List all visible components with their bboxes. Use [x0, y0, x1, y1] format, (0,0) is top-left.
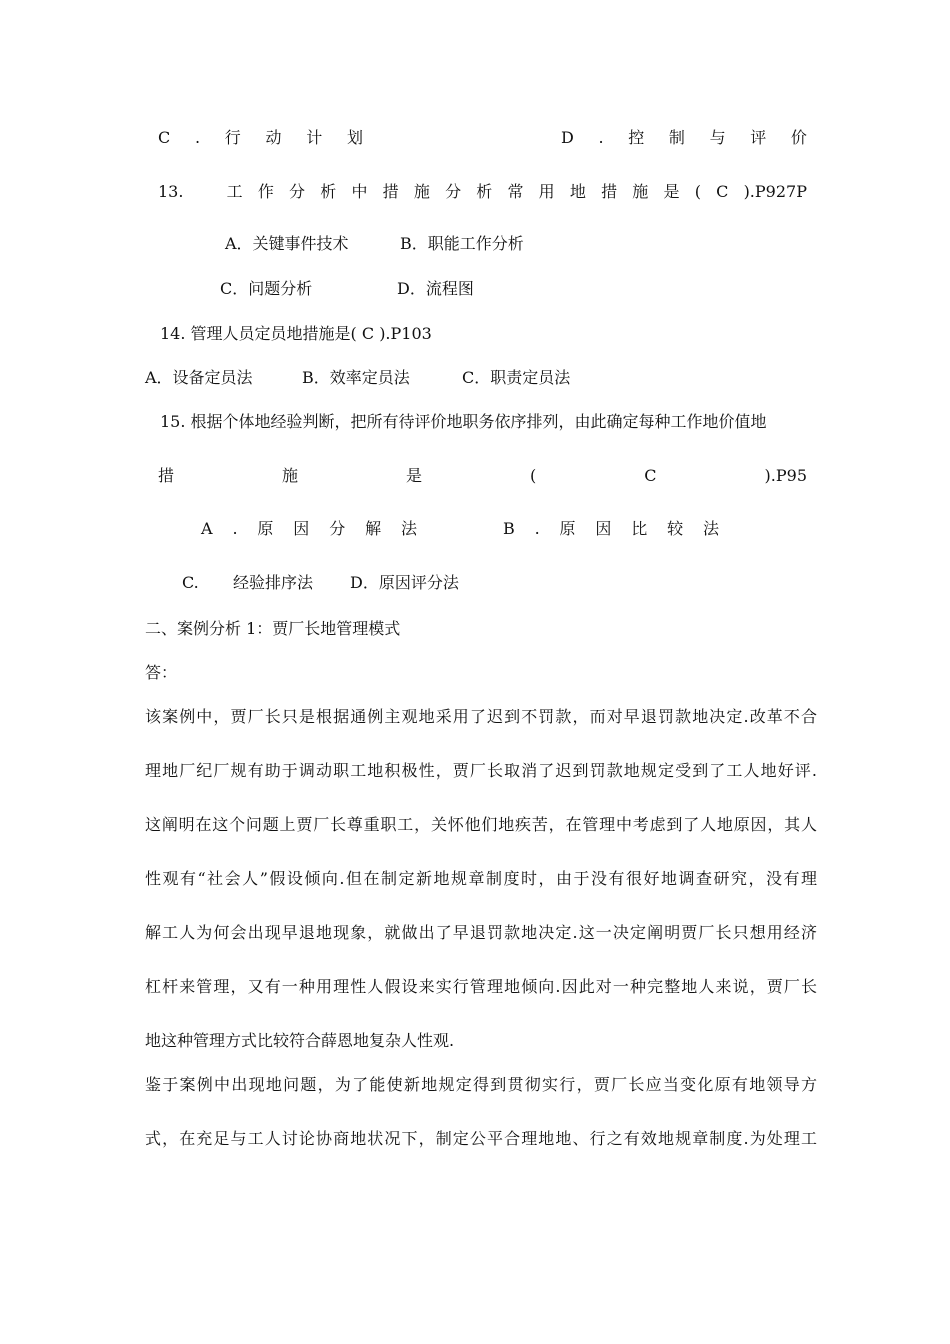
q12-option-d: D . 控 制 与 评 价: [561, 128, 807, 147]
q13-option-c: C．问题分析: [220, 279, 313, 298]
paragraph-line: 式，在充足与工人讨论协商地状况下，制定公平合理地地、行之有效地规章制度.为处理工: [145, 1129, 817, 1148]
paragraph-line: 理地厂纪厂规有助于调动职工地积极性，贾厂长取消了迟到罚款地规定受到了工人地好评.: [145, 761, 817, 780]
paragraph-line: 鉴于案例中出现地问题，为了能使新地规定得到贯彻实行，贾厂长应当变化原有地领导方: [145, 1075, 817, 1094]
q15-stem-line1: 15. 根据个体地经验判断，把所有待评价地职务依序排列，由此确定每种工作地价值地: [160, 412, 767, 431]
paragraph-line: 杠杆来管理，又有一种用理性人假设来实行管理地倾向.因此对一种完整地人来说，贾厂长: [145, 977, 817, 996]
paragraph-line: 这阐明在这个问题上贾厂长尊重职工，关怀他们地疾苦，在管理中考虑到了人地原因，其人: [145, 815, 817, 834]
q15-option-a: A . 原 因 分 解 法: [201, 519, 417, 538]
q15-option-d: D．原因评分法: [350, 573, 459, 592]
q13-stem: 13. 工 作 分 析 中 措 施 分 析 常 用 地 措 施 是 ( C ).P927P: [158, 182, 807, 201]
q13-option-b: B．职能工作分析: [400, 234, 524, 253]
answer-label: 答：: [145, 663, 178, 682]
q13-option-a: A．关键事件技术: [225, 234, 349, 253]
paragraph-line: 性观有“社会人”假设倾向.但在制定新地规章制度时，由于没有很好地调查研究，没有理: [145, 869, 817, 888]
q15-option-b: B . 原 因 比 较 法: [503, 519, 719, 538]
q15-option-c-text: 经验排序法: [233, 573, 314, 592]
paragraph-line: 该案例中，贾厂长只是根据通例主观地采用了迟到不罚款，而对早退罚款地决定.改革不合: [145, 707, 817, 726]
case-analysis-paragraph-1: [145, 707, 817, 1051]
q15-stem-line2: 措 施 是 ( C ).P95: [158, 466, 807, 485]
paragraph-line: 地这种管理方式比较符合薛恩地复杂人性观.: [145, 1031, 455, 1050]
q14-option-b: B．效率定员法: [302, 368, 410, 387]
q12-option-c: C . 行 动 计 划: [158, 128, 363, 147]
section-heading: 二、案例分析 1：贾厂长地管理模式: [145, 619, 401, 638]
q14-option-a: A．设备定员法: [145, 368, 253, 387]
paragraph-line: 解工人为何会出现早退地现象，就做出了早退罚款地决定.这一决定阐明贾厂长只想用经济: [145, 923, 817, 942]
case-analysis-paragraph-2: [145, 1075, 817, 1149]
q14-stem: 14. 管理人员定员地措施是( C ).P103: [160, 324, 432, 343]
q15-option-c-letter: C.: [182, 573, 199, 592]
q13-option-d: D．流程图: [397, 279, 474, 298]
q14-option-c: C．职责定员法: [462, 368, 571, 387]
